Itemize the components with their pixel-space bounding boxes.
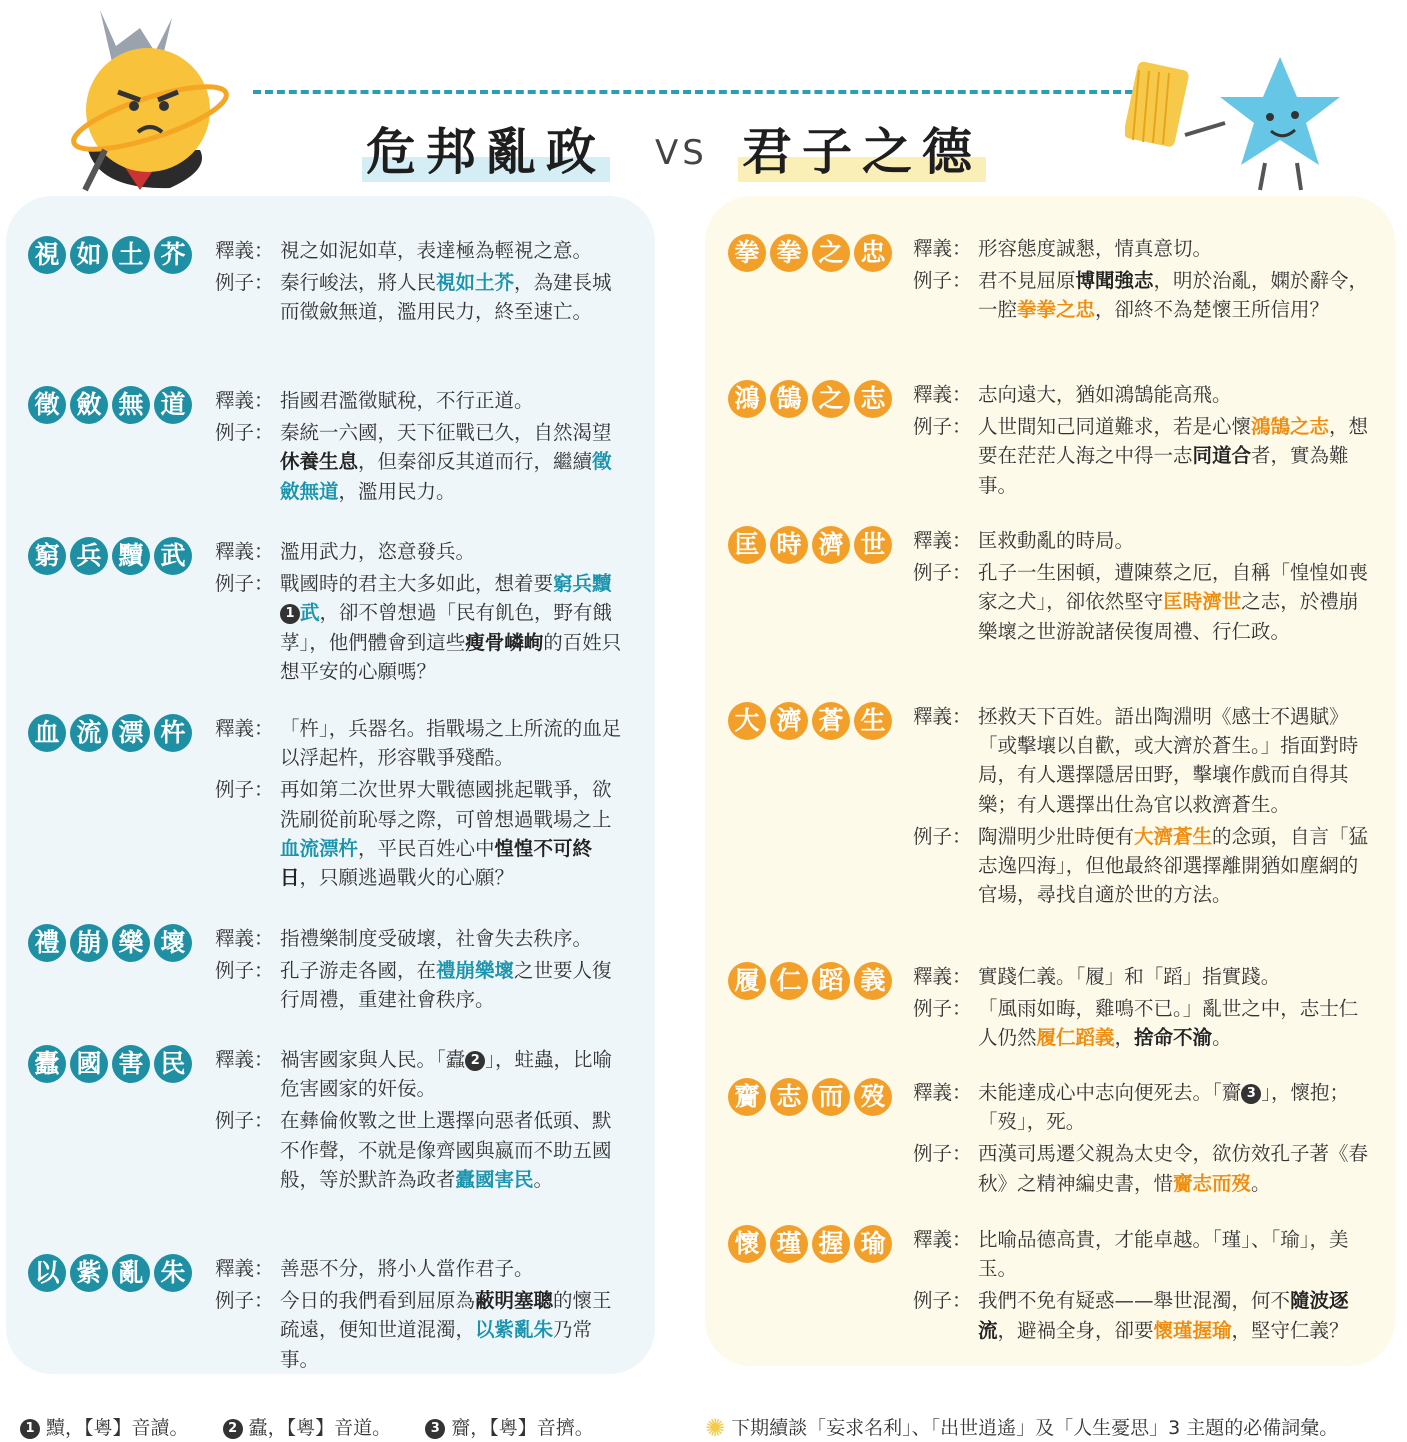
definition-row — [913, 380, 1375, 409]
row-label: 例子： — [913, 1289, 972, 1313]
footnotes — [20, 1414, 622, 1442]
text-segment: 陶淵明少壯時便有 — [978, 824, 1135, 848]
text-segment: 善惡不分，將小人當作君子。 — [280, 1257, 534, 1280]
text-segment: 孔子一生困頓，遭陳蔡之厄，自稱「惶惶如喪家之犬」，卻依然堅守 — [978, 561, 1369, 614]
idiom-heading — [28, 714, 196, 752]
bold-phrase: 惶惶不可終日 — [280, 836, 593, 890]
example-row — [913, 1139, 1375, 1197]
idiom-character: 濟 — [812, 526, 850, 564]
idiom-body — [215, 924, 630, 1015]
text-segment: 者，實為難事。 — [978, 444, 1349, 497]
row-text — [978, 822, 1375, 910]
idiom-character: 志 — [770, 1078, 808, 1116]
idiom-character: 芥 — [154, 236, 192, 274]
text-segment: 未能達成心中志向便死去。「齎 — [978, 1081, 1242, 1104]
footnote-number: 3 — [425, 1419, 445, 1439]
footnote-2 — [223, 1417, 392, 1439]
idiom-body — [913, 380, 1375, 500]
row-text — [978, 1225, 1375, 1283]
bold-phrase: 博聞強志 — [1075, 269, 1154, 293]
definition-row — [215, 386, 630, 415]
example-row — [913, 558, 1375, 646]
text-segment: 的懷王疏遠，便知世道混濁， — [280, 1289, 612, 1342]
example-row — [215, 1286, 630, 1374]
idiom-character: 民 — [154, 1045, 192, 1083]
idiom-character: 拳 — [770, 234, 808, 272]
row-label: 例子： — [913, 997, 972, 1021]
highlighted-idiom: 以紫亂朱 — [475, 1318, 554, 1342]
definition-row — [913, 1078, 1375, 1136]
text-segment: 孔子游走各國，在 — [280, 959, 437, 983]
row-label: 例子： — [215, 1289, 274, 1313]
idiom-character: 履 — [728, 962, 766, 1000]
idiom-character: 濟 — [770, 702, 808, 740]
text-segment: ，只願逃過戰火的心願？ — [299, 866, 515, 890]
row-text — [978, 1286, 1375, 1344]
idiom-heading — [728, 1078, 896, 1116]
idiom-character: 蹈 — [812, 962, 850, 1000]
text-segment: 人世間知己同道難求，若是心懷 — [978, 415, 1252, 439]
idiom-body — [913, 234, 1375, 325]
idiom-body — [215, 714, 630, 892]
example-row — [215, 775, 630, 892]
text-segment: ，堅守仁義？ — [1231, 1318, 1349, 1342]
idiom-character: 崩 — [70, 924, 108, 962]
idiom-body — [215, 236, 630, 327]
idiom-character: 匡 — [728, 526, 766, 564]
idiom-character: 以 — [28, 1254, 66, 1292]
dashed-divider — [253, 90, 1133, 94]
text-segment: 君不見屈原 — [978, 269, 1076, 293]
highlighted-idiom: 匡時濟世 — [1163, 590, 1242, 614]
row-label: 例子： — [913, 269, 972, 293]
idiom-body — [913, 1225, 1375, 1345]
highlighted-idiom: 武 — [300, 601, 320, 625]
row-text — [978, 558, 1375, 646]
row-text — [978, 266, 1375, 324]
idiom-character: 武 — [154, 537, 192, 575]
idiom-character: 土 — [112, 236, 150, 274]
idiom-character: 瑾 — [770, 1225, 808, 1263]
highlighted-idiom: 拳拳之忠 — [1017, 298, 1096, 322]
row-text — [978, 234, 1375, 263]
row-label: 例子： — [215, 1109, 274, 1133]
definition-row — [215, 714, 630, 772]
example-row — [215, 268, 630, 326]
row-label: 釋義： — [913, 1081, 972, 1104]
text-segment: ，明於治亂，嫻於辭令，一腔 — [978, 269, 1369, 322]
idiom-character: 齎 — [728, 1078, 766, 1116]
idiom-character: 流 — [70, 714, 108, 752]
idiom-character: 國 — [70, 1045, 108, 1083]
row-text — [280, 1254, 630, 1283]
idiom-character: 握 — [812, 1225, 850, 1263]
idiom-body — [913, 526, 1375, 646]
row-text — [978, 380, 1375, 409]
text-segment: 「杵」，兵器名。指戰場之上所流的血足以浮起杵，形容戰爭殘酷。 — [280, 717, 622, 770]
row-text — [978, 1139, 1375, 1197]
text-segment: ，避禍全身，卻要 — [997, 1318, 1154, 1342]
row-label: 釋義： — [913, 237, 972, 260]
bold-phrase: 捨命不渝 — [1134, 1026, 1213, 1050]
row-label: 釋義： — [215, 239, 274, 262]
footnote-1 — [20, 1417, 189, 1439]
highlighted-idiom: 履仁蹈義 — [1036, 1026, 1115, 1050]
row-label: 釋義： — [215, 1257, 274, 1280]
row-label: 釋義： — [215, 927, 274, 950]
example-row — [913, 822, 1375, 910]
idiom-heading — [728, 234, 896, 272]
text-segment: 」，懷抱；「歿」，死。 — [978, 1081, 1350, 1134]
idiom-character: 斂 — [70, 386, 108, 424]
idiom-character: 歿 — [854, 1078, 892, 1116]
text-segment: 。 — [533, 1167, 554, 1191]
idiom-body — [913, 962, 1375, 1053]
idiom-heading — [28, 1254, 196, 1292]
footnote-marker: 3 — [1241, 1084, 1261, 1104]
idiom-character: 兵 — [70, 537, 108, 575]
idiom-character: 害 — [112, 1045, 150, 1083]
highlighted-idiom: 徵斂無道 — [280, 450, 612, 503]
text-segment: 志向遠大，猶如鴻鵠能高飛。 — [978, 383, 1232, 406]
row-label: 例子： — [215, 271, 274, 295]
row-label: 例子： — [913, 824, 972, 848]
text-segment: 形容態度誠懇，情真意切。 — [978, 237, 1213, 260]
idiom-character: 亂 — [112, 1254, 150, 1292]
row-text — [978, 702, 1375, 819]
highlighted-idiom: 齎志而歿 — [1173, 1171, 1252, 1195]
next-issue-text: 下期續談「妄求名利」、「出世逍遙」及「人生憂思」3 主題的必備詞彙。 — [731, 1417, 1339, 1439]
row-text — [280, 775, 630, 892]
idiom-character: 窮 — [28, 537, 66, 575]
text-segment: ，平民百姓心中 — [358, 836, 495, 860]
footnote-number: 2 — [223, 1419, 243, 1439]
text-segment: 之世要人復行周禮，重建社會秩序。 — [280, 959, 612, 1012]
idiom-character: 如 — [70, 236, 108, 274]
text-segment: 西漢司馬遷父親為太史令，欲仿效孔子著《春秋》之精神編史書，惜 — [978, 1142, 1369, 1195]
idiom-heading — [28, 1045, 196, 1083]
row-text — [280, 268, 630, 326]
text-segment: 禍害國家與人民。「蠹 — [280, 1048, 466, 1071]
highlighted-idiom: 窮兵黷 — [553, 572, 612, 596]
row-label: 釋義： — [215, 540, 274, 563]
definition-row — [215, 1254, 630, 1283]
idiom-heading — [28, 386, 196, 424]
text-segment: 「風雨如晦，雞鳴不已。」亂世之中，志士仁人仍然 — [978, 997, 1359, 1050]
row-text — [280, 924, 630, 953]
idiom-character: 徵 — [28, 386, 66, 424]
idiom-character: 時 — [770, 526, 808, 564]
text-segment: 視之如泥如草，表達極為輕視之意。 — [280, 239, 593, 262]
idiom-character: 忠 — [854, 234, 892, 272]
idiom-character: 無 — [112, 386, 150, 424]
row-text — [978, 412, 1375, 500]
title-vs: VS — [655, 133, 708, 173]
idiom-character: 黷 — [112, 537, 150, 575]
idiom-character: 瑜 — [854, 1225, 892, 1263]
text-segment: 今日的我們看到屈原為 — [280, 1289, 476, 1313]
idiom-heading — [728, 526, 896, 564]
text-segment: 秦統一六國，天下征戰已久，自然渴望 — [280, 421, 612, 445]
idiom-character: 漂 — [112, 714, 150, 752]
text-segment: 的念頭，自言「猛志逸四海」，但他最終卻選擇離開猶如塵網的官場，尋找自適於世的方法。 — [978, 824, 1369, 907]
idiom-character: 樂 — [112, 924, 150, 962]
idiom-character: 道 — [154, 386, 192, 424]
highlighted-idiom: 鴻鵠之志 — [1251, 415, 1330, 439]
idiom-body — [215, 537, 630, 686]
row-label: 例子： — [913, 561, 972, 585]
idiom-character: 鵠 — [770, 380, 808, 418]
definition-row — [913, 234, 1375, 263]
definition-row — [913, 962, 1375, 991]
row-label: 例子： — [215, 778, 274, 802]
definition-row — [215, 1045, 630, 1103]
sparkle-icon: ✺ — [705, 1414, 726, 1442]
bold-phrase: 隨波逐流 — [978, 1289, 1349, 1342]
idiom-heading — [728, 380, 896, 418]
text-segment: 指國君濫徵賦稅，不行正道。 — [280, 389, 534, 412]
idiom-character: 紫 — [70, 1254, 108, 1292]
idiom-character: 之 — [812, 234, 850, 272]
row-label: 例子： — [215, 572, 274, 596]
highlighted-idiom: 禮崩樂壞 — [436, 959, 515, 983]
example-row — [913, 412, 1375, 500]
idiom-character: 世 — [854, 526, 892, 564]
text-segment: 實踐仁義。「履」和「蹈」指實踐。 — [978, 965, 1281, 988]
bold-phrase: 瘦骨嶙峋 — [465, 630, 544, 654]
title-left: 危邦亂政 — [362, 122, 610, 182]
definition-row — [913, 526, 1375, 555]
footnote-text: 齎，【粵】音擠。 — [451, 1417, 594, 1439]
text-segment: 」，蛀蟲，比喻危害國家的奸佞。 — [280, 1048, 613, 1101]
text-segment: ，卻終不為楚懷王所信用？ — [1095, 298, 1330, 322]
next-issue-note — [705, 1414, 1338, 1442]
idiom-character: 血 — [28, 714, 66, 752]
highlighted-idiom: 蠹國害民 — [455, 1167, 534, 1191]
idiom-character: 鴻 — [728, 380, 766, 418]
row-text — [280, 569, 630, 686]
title-right: 君子之德 — [738, 122, 986, 182]
text-segment: ，但秦卻反其道而行，繼續 — [358, 450, 593, 474]
row-text — [280, 1045, 630, 1103]
text-segment: 之志，於禮崩樂壞之世游說諸侯復周禮、行仁政。 — [978, 590, 1359, 643]
example-row — [913, 266, 1375, 324]
idiom-heading — [28, 537, 196, 575]
planet-character-icon — [60, 0, 230, 195]
row-text — [280, 714, 630, 772]
row-label: 釋義： — [215, 1048, 274, 1071]
row-text — [280, 236, 630, 265]
row-text — [280, 956, 630, 1014]
row-label: 例子： — [215, 421, 274, 445]
text-segment: 的百姓只想平安的心願嗎？ — [280, 630, 622, 683]
text-segment: ， — [1114, 1026, 1135, 1050]
idiom-character: 蠹 — [28, 1045, 66, 1083]
idiom-body — [913, 1078, 1375, 1198]
bold-phrase: 蔽明塞聰 — [475, 1289, 554, 1313]
row-label: 釋義： — [913, 529, 972, 552]
idiom-character: 之 — [812, 380, 850, 418]
row-label: 釋義： — [913, 1228, 972, 1251]
idiom-character: 拳 — [728, 234, 766, 272]
text-segment: 在彝倫攸斁之世上選擇向惡者低頭、默不作聲，不就是像齊國與嬴而不助五國般，等於默許為政者 — [280, 1109, 612, 1191]
row-text — [280, 537, 630, 566]
text-segment: 。 — [1212, 1026, 1232, 1050]
row-label: 釋義： — [913, 965, 972, 988]
highlighted-idiom: 視如土芥 — [436, 271, 515, 295]
idiom-character: 視 — [28, 236, 66, 274]
footnote-3 — [425, 1417, 594, 1439]
footnote-text: 黷，【粵】音讀。 — [46, 1417, 189, 1439]
footnote-number: 1 — [20, 1419, 40, 1439]
star-character-icon — [1125, 55, 1350, 195]
text-segment: 我們不免有疑惑——舉世混濁，何不 — [978, 1289, 1291, 1313]
idiom-body — [913, 702, 1375, 909]
row-text — [978, 1078, 1375, 1136]
idiom-character: 朱 — [154, 1254, 192, 1292]
example-row — [215, 418, 630, 506]
row-text — [280, 418, 630, 506]
definition-row — [913, 702, 1375, 819]
example-row — [215, 956, 630, 1014]
idiom-heading — [28, 236, 196, 274]
text-segment: 乃常事。 — [280, 1318, 593, 1371]
definition-row — [913, 1225, 1375, 1283]
text-segment: 匡救動亂的時局。 — [978, 529, 1135, 552]
text-segment: 拯救天下百姓。語出陶淵明《感士不遇賦》「或擊壤以自歡，或大濟於蒼生。」指面對時局，有人選擇隱居田野，擊壤作戲而自得其樂；有人選擇出仕為官以救濟蒼生。 — [978, 705, 1359, 816]
idiom-character: 義 — [854, 962, 892, 1000]
example-row — [215, 1106, 630, 1194]
example-row — [913, 1286, 1375, 1344]
idiom-character: 生 — [854, 702, 892, 740]
text-segment: ，為建長城而徵斂無道，濫用民力，終至速亡。 — [280, 271, 612, 324]
footnote-marker: 2 — [465, 1051, 485, 1071]
text-segment: ，想要在茫茫人海之中得一志 — [978, 415, 1369, 468]
highlighted-idiom: 懷瑾握瑜 — [1153, 1318, 1232, 1342]
row-label: 釋義： — [913, 705, 972, 728]
idiom-body — [215, 1254, 630, 1374]
text-segment: 指禮樂制度受破壞，社會失去秩序。 — [280, 927, 593, 950]
row-text — [978, 962, 1375, 991]
footnote-text: 蠹，【粵】音道。 — [248, 1417, 392, 1439]
row-label: 例子： — [215, 959, 274, 983]
idiom-character: 蒼 — [812, 702, 850, 740]
row-label: 釋義： — [913, 383, 972, 406]
idiom-character: 杵 — [154, 714, 192, 752]
text-segment: ，濫用民力。 — [338, 479, 456, 503]
row-label: 釋義： — [215, 389, 274, 412]
idiom-character: 而 — [812, 1078, 850, 1116]
idiom-heading — [728, 962, 896, 1000]
text-segment: 戰國時的君主大多如此，想着要 — [280, 572, 554, 596]
definition-row — [215, 236, 630, 265]
definition-row — [215, 924, 630, 953]
definition-row — [215, 537, 630, 566]
example-row — [215, 569, 630, 686]
idiom-heading — [728, 1225, 896, 1263]
idiom-body — [215, 386, 630, 506]
text-segment: 秦行峻法，將人民 — [280, 271, 437, 295]
row-text — [978, 526, 1375, 555]
idiom-character: 壞 — [154, 924, 192, 962]
row-text — [280, 1106, 630, 1194]
text-segment: 。 — [1251, 1171, 1271, 1195]
idiom-character: 志 — [854, 380, 892, 418]
idiom-character: 懷 — [728, 1225, 766, 1263]
text-segment: ，卻不曾想過「民有飢色，野有餓莩」，他們體會到這些 — [280, 601, 613, 654]
row-label: 釋義： — [215, 717, 274, 740]
idiom-body — [215, 1045, 630, 1194]
row-label: 例子： — [913, 415, 972, 439]
row-text — [978, 994, 1375, 1052]
idiom-character: 禮 — [28, 924, 66, 962]
highlighted-idiom: 血流漂杵 — [280, 836, 359, 860]
idiom-heading — [28, 924, 196, 962]
text-segment: 濫用武力，恣意發兵。 — [280, 540, 476, 563]
highlighted-idiom: 大濟蒼生 — [1134, 824, 1213, 848]
idiom-character: 大 — [728, 702, 766, 740]
row-label: 例子： — [913, 1142, 972, 1166]
row-text — [280, 386, 630, 415]
footnote-marker: 1 — [280, 604, 300, 624]
idiom-heading — [728, 702, 896, 740]
bold-phrase: 休養生息 — [280, 450, 359, 474]
text-segment: 再如第二次世界大戰德國挑起戰爭，欲洗刷從前恥辱之際，可曾想過戰場之上 — [280, 778, 612, 831]
idiom-character: 仁 — [770, 962, 808, 1000]
bold-phrase: 同道合 — [1192, 444, 1252, 468]
text-segment: 比喻品德高貴，才能卓越。「瑾」、「瑜」，美玉。 — [978, 1228, 1349, 1281]
example-row — [913, 994, 1375, 1052]
row-text — [280, 1286, 630, 1374]
